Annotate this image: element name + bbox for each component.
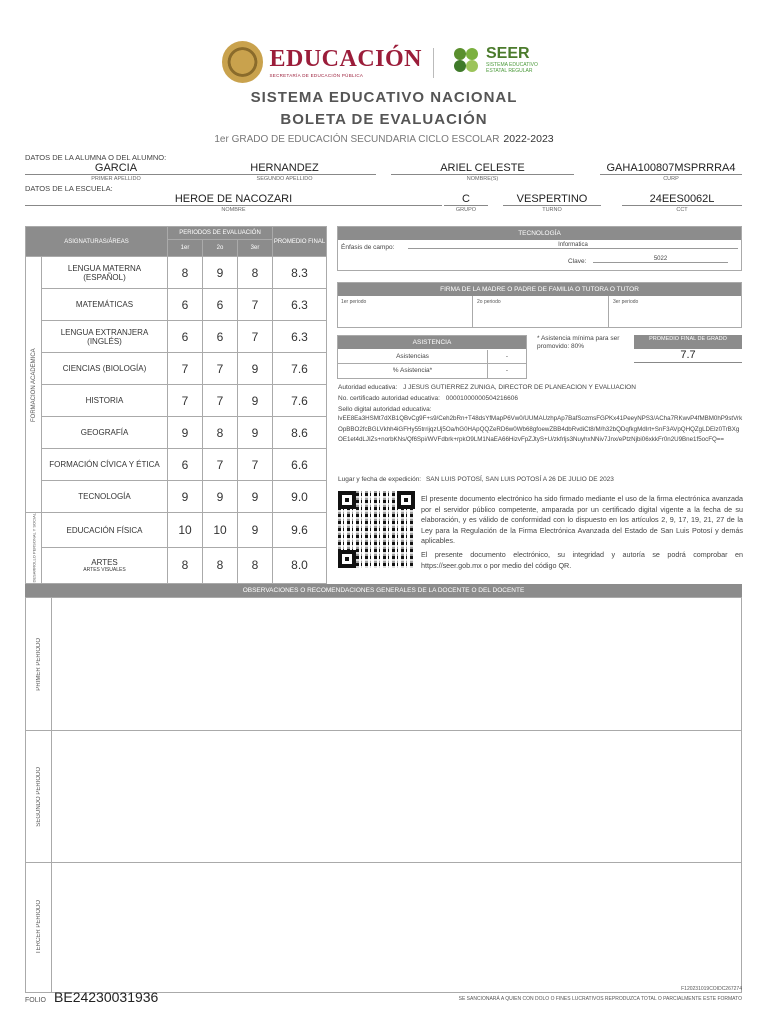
curp-caption: CURP — [663, 176, 679, 182]
grade-p3: 9 — [238, 353, 273, 385]
cct-field — [622, 193, 742, 213]
grade-p2: 6 — [203, 289, 238, 321]
subject-name: FORMACIÓN CÍVICA Y ÉTICA — [49, 460, 160, 469]
subject-cell — [42, 385, 168, 417]
school-name: HEROE DE NACOZARI — [25, 193, 442, 206]
digital-seal: lvEE8Ea3HSMt7dXB1QBvCg9F+s9/Ceh2bRn+T48dsYfMapP6Vw0/UUMAUzhpAp7BafSozmsFGPKx41PeeyNPS3/ACha7RKwvP4fMBM0hP9stVrkOpBBO2fcBGLVkhh4iGFHy55trrijqzUj5Oa/hG0HApQQZeRD6w0Wb68gfoewZBB4dbRvdiCt8/M/h32bQDqfkgMdIrt+SnF3AVpQHQZgLDElz0TrBXgOE1et4dLJIZs+norbKNs/Qf6Spi/WVFdbrk+rpkO9LM1NaEA66HizvFpZJtyS+U/zkfrljs3NuyhxNNiv7Jnx/ePtzNjbi06xkkFr0n2U9Bne1f5ocFQ== — [338, 415, 743, 443]
seer-sub1: SISTEMA EDUCATIVO — [486, 62, 538, 68]
grade-row — [26, 449, 327, 481]
observation-first-period — [26, 598, 741, 731]
col-subjects: ASIGNATURAS/ÁREAS — [26, 227, 168, 257]
col-p3: 3er — [238, 240, 273, 257]
grade-p2: 7 — [203, 449, 238, 481]
grade-row — [26, 385, 327, 417]
grade-final: 8.3 — [273, 257, 327, 289]
place-line — [338, 476, 743, 483]
subject-cell — [42, 481, 168, 513]
student-names: ARIEL CELESTE — [391, 162, 574, 175]
brand-title: EDUCACIÓN — [269, 45, 422, 72]
signature-p2-label: 2o periodo — [477, 299, 501, 305]
grade-p3: 8 — [238, 257, 273, 289]
grade-final: 6.3 — [273, 289, 327, 321]
grade-row — [26, 481, 327, 513]
grade-line — [0, 133, 768, 145]
grade-p3: 9 — [238, 513, 273, 548]
grade-p1: 8 — [168, 548, 203, 583]
grade-p1: 6 — [168, 449, 203, 481]
grade-p3: 8 — [238, 548, 273, 583]
grade-p2: 7 — [203, 385, 238, 417]
signature-p1 — [338, 296, 473, 327]
school-name-field — [25, 193, 442, 213]
final-average-value: 7.7 — [634, 349, 742, 363]
folio — [25, 989, 158, 1005]
grade-text: 1er GRADO DE EDUCACIÓN SECUNDARIA CICLO ESCOLAR — [214, 134, 500, 145]
attendance-row2-label: % Asistencia* — [338, 364, 488, 378]
final-average-box — [634, 335, 742, 363]
grade-final: 6.6 — [273, 449, 327, 481]
subject-cell — [42, 289, 168, 321]
grade-p2: 10 — [203, 513, 238, 548]
legal-warning: SE SANCIONARÁ A QUIEN CON DOLO O FINES LUCRATIVOS REPRODUZCA TOTAL O PARCIALMENTE ESTE FORMATO — [458, 996, 742, 1002]
focus-label: Énfasis de campo: — [341, 244, 395, 251]
grade-p3: 9 — [238, 481, 273, 513]
seer-leaf-icon — [450, 44, 482, 76]
grade-final: 8.6 — [273, 417, 327, 449]
place-value: SAN LUIS POTOSÍ, SAN LUIS POTOSÍ A 26 DE JULIO DE 2023 — [425, 476, 614, 483]
col-periods: PERIODOS DE EVALUACIÓN — [168, 227, 273, 240]
observation-second-period — [26, 731, 741, 863]
grade-row — [26, 513, 327, 548]
qr-finder-bl — [338, 550, 356, 568]
subject-name: CIENCIAS (BIOLOGÍA) — [62, 364, 147, 373]
folio-value: BE24230031936 — [54, 989, 159, 1005]
attendance-note: * Asistencia mínima para ser promovido: 80% — [537, 335, 620, 350]
shift-caption: TURNO — [542, 207, 562, 213]
second-surname-field — [193, 162, 376, 182]
folio-label: FOLIO — [25, 997, 47, 1004]
grade-row — [26, 417, 327, 449]
national-seal-icon — [222, 41, 263, 83]
grade-p2: 9 — [203, 481, 238, 513]
subject-name: EDUCACIÓN FÍSICA — [66, 525, 143, 535]
names-caption: NOMBRE(S) — [466, 176, 499, 182]
grade-p2: 8 — [203, 548, 238, 583]
grade-p3: 7 — [238, 449, 273, 481]
cct: 24EES0062L — [622, 193, 742, 206]
grades-table — [25, 226, 327, 584]
first-surname: GARCIA — [25, 162, 207, 175]
cert-label: No. certificado autoridad educativa: — [338, 395, 440, 402]
grade-final: 7.6 — [273, 353, 327, 385]
legal-text-1: El presente documento electrónico ha sido firmado mediante el uso de la firma electrónica avanzada por el servidor público competente, amparada por un certificado digital vigente a la fecha de su elaboración, y es válido de conformidad con lo dispuesto en los artículos 2, 9, 17, 19, 21, 27 de la Ley para la Regulación de la Firma Electrónica Avanzada del Estado de San Luis Potosí y demás aplicables. — [421, 494, 743, 545]
grade-p1: 7 — [168, 385, 203, 417]
authority-value: J JESUS GUTIERREZ ZUNIGA, DIRECTOR DE PLANEACION Y EVALUACION — [403, 384, 636, 391]
legal-text-2: El presente documento electrónico, su integridad y autoría se podrá comprobar en https://seer.gob.mx o por medio del código QR. — [421, 550, 743, 570]
brand-subtitle: SECRETARÍA DE EDUCACIÓN PÚBLICA — [269, 72, 364, 78]
group-caption: GRUPO — [455, 207, 477, 213]
signatures-box — [337, 282, 742, 328]
signature-p1-label: 1er periodo — [341, 299, 367, 305]
seer-title: SEER — [486, 45, 530, 62]
names-field — [391, 162, 574, 182]
sep-logo — [222, 40, 422, 84]
seer-logo — [450, 44, 538, 76]
subject-name: HISTORIA — [85, 396, 124, 405]
signature-p3 — [610, 296, 741, 327]
authority-line — [338, 384, 743, 391]
grade-p1: 9 — [168, 481, 203, 513]
grade-final: 6.3 — [273, 321, 327, 353]
grade-p1: 6 — [168, 321, 203, 353]
grade-p3: 7 — [238, 321, 273, 353]
grade-p2: 6 — [203, 321, 238, 353]
grade-row — [26, 321, 327, 353]
grade-p1: 8 — [168, 257, 203, 289]
school-name-caption: NOMBRE — [221, 207, 246, 213]
col-final: PROMEDIO FINAL — [273, 227, 327, 257]
grade-final: 8.0 — [273, 548, 327, 583]
attendance-row1-value: - — [488, 350, 526, 364]
student-section-label: DATOS DE LA ALUMNA O DEL ALUMNO: — [25, 153, 167, 162]
group-field — [444, 193, 488, 213]
second-surname: HERNANDEZ — [193, 162, 376, 175]
grade-p1: 6 — [168, 289, 203, 321]
subject-subname: ARTES VISUALES — [83, 566, 126, 573]
key-value: 5022 — [593, 256, 728, 263]
seer-sub2: ESTATAL REGULAR — [486, 68, 533, 74]
second-surname-caption: SEGUNDO APELLIDO — [256, 176, 313, 182]
tech-header: TECNOLOGÍA — [338, 227, 741, 240]
second-period-label: SEGUNDO PERIODO — [35, 766, 42, 827]
cct-caption: CCT — [676, 207, 688, 213]
observation-third-period — [26, 863, 741, 992]
subject-name: MATEMÁTICAS — [75, 300, 134, 309]
first-period-label-cell — [26, 598, 52, 730]
key-label: Clave: — [568, 258, 587, 265]
grade-p1: 7 — [168, 353, 203, 385]
tech-box — [337, 226, 742, 271]
third-period-label: TERCER PERIODO — [35, 900, 42, 955]
observations-header: OBSERVACIONES O RECOMENDACIONES GENERALES DE LA DOCENTE O DEL DOCENTE — [25, 584, 742, 597]
subject-cell — [42, 449, 168, 481]
attendance-box — [337, 335, 527, 379]
subject-name: GEOGRAFÍA — [80, 428, 129, 437]
subject-name: LENGUA EXTRANJERA (INGLÉS) — [60, 327, 149, 346]
group-academic-label: FORMACIÓN ACADÉMICA — [26, 257, 42, 513]
qr-finder-tr — [397, 491, 415, 509]
system-title: SISTEMA EDUCATIVO NACIONAL — [250, 89, 518, 106]
signature-p3-label: 3er periodo — [613, 299, 639, 305]
observations-box — [25, 597, 742, 993]
subject-cell — [42, 353, 168, 385]
signature-p2 — [474, 296, 609, 327]
grade-row — [26, 257, 327, 289]
grade-p2: 7 — [203, 353, 238, 385]
grade-row — [26, 548, 327, 583]
signatures-header: FIRMA DE LA MADRE O PADRE DE FAMILIA O TUTORA O TUTOR — [338, 283, 741, 296]
col-p2: 2o — [203, 240, 238, 257]
first-period-label: PRIMER PERIODO — [35, 637, 42, 691]
school-section-label: DATOS DE LA ESCUELA: — [25, 184, 113, 193]
header-divider — [433, 48, 434, 78]
col-p1: 1er — [168, 240, 203, 257]
subject-name: ARTES — [91, 557, 118, 567]
grade-rows — [26, 257, 327, 584]
qr-finder-tl — [338, 491, 356, 509]
grade-p2: 8 — [203, 417, 238, 449]
cert-line — [338, 395, 743, 402]
first-surname-caption: PRIMER APELLIDO — [91, 176, 141, 182]
curp: GAHA100807MSPRRRA4 — [600, 162, 742, 175]
document-title: BOLETA DE EVALUACIÓN — [280, 111, 488, 128]
final-average-header: PROMEDIO FINAL DE GRADO — [634, 335, 742, 349]
grade-final: 9.6 — [273, 513, 327, 548]
grade-final: 7.6 — [273, 385, 327, 417]
attendance-row2-value: - — [505, 367, 509, 374]
grade-p1: 9 — [168, 417, 203, 449]
subject-cell — [42, 548, 168, 583]
grade-p3: 9 — [238, 417, 273, 449]
grade-p3: 9 — [238, 385, 273, 417]
subject-name: TECNOLOGÍA — [78, 492, 131, 501]
seal-label: Sello digital autoridad educativa: — [338, 406, 432, 413]
subject-cell — [42, 417, 168, 449]
grade-row — [26, 289, 327, 321]
grade-p1: 10 — [168, 513, 203, 548]
grade-p2: 9 — [203, 257, 238, 289]
school-cycle: 2022-2023 — [503, 133, 554, 145]
second-period-label-cell — [26, 731, 52, 862]
subject-cell — [42, 513, 168, 548]
document-code: F120231019COIDC267274 — [681, 986, 742, 992]
group: C — [444, 193, 488, 206]
grade-final: 9.0 — [273, 481, 327, 513]
subject-cell — [42, 321, 168, 353]
group-personal-label: DESARROLLO PERSONAL Y SOCIAL — [26, 513, 42, 584]
place-label: Lugar y fecha de expedición: — [338, 476, 422, 483]
qr-code[interactable] — [338, 491, 415, 568]
curp-field — [600, 162, 742, 182]
grade-row — [26, 353, 327, 385]
authority-label: Autoridad educativa: — [338, 384, 398, 391]
focus-value: Informatica — [408, 242, 738, 249]
shift: VESPERTINO — [503, 193, 601, 206]
subject-cell — [42, 257, 168, 289]
attendance-row1-label: Asistencias — [338, 350, 488, 364]
third-period-label-cell — [26, 863, 52, 992]
shift-field — [503, 193, 601, 213]
cert-value: 00001000000504216606 — [445, 395, 519, 402]
first-surname-field — [25, 162, 207, 182]
attendance-header: ASISTENCIA — [338, 336, 526, 349]
subject-name: LENGUA MATERNA (ESPAÑOL) — [67, 263, 142, 282]
grade-p3: 7 — [238, 289, 273, 321]
